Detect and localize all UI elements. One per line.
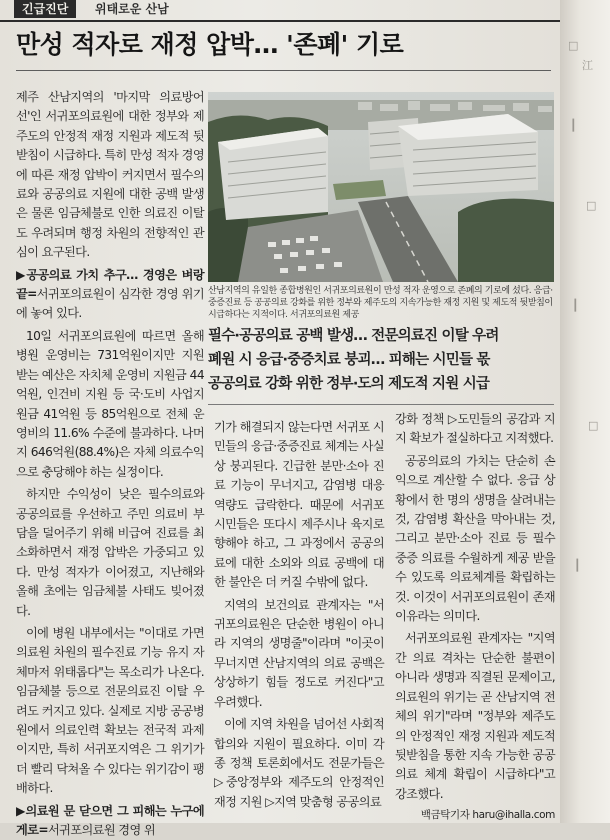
deck-line: 공공의료 강화 위한 정부·도의 제도적 지원 시급 [208, 376, 490, 392]
subheadline-deck [208, 324, 554, 396]
photo-caption-text: 산남지역의 유일한 종합병원인 서귀포의료원이 만성 적자 운영으로 존폐의 기로에 섰다. 응급·중증진료 등 공공의료 강화를 위한 정부와 제주도의 지속가능한 재정 지원 및 제도적 뒷받침이 시급하다는 지적이다. [208, 286, 553, 320]
section-title: 위태로운 산남 [95, 2, 169, 16]
subhead-1: ▶공공의료 가치 추구… 경영은 벼랑 끝= [16, 267, 204, 302]
subhead-2: ▶의료원 문 닫으면 그 피해는 누구에게로= [16, 803, 204, 838]
body-paragraph: 서귀포의료원 관계자는 "지역 간 의료 격차는 단순한 불편이 아니라 생명과 직결된 문제이고, 의료원의 위기는 곧 산남지역 전체의 위기"라며 "정부와 제주도의 안정적인 재정 지원과 제도적 뒷받침을 통한 지속 가능한 공공의료 체계 확립이 시급하다"고 강조했다. [395, 631, 555, 801]
hospital-aerial-photo [208, 92, 554, 282]
deck-line: 폐원 시 응급·중증치료 붕괴… 피해는 시민들 몫 [208, 352, 490, 368]
kicker-label: 긴급진단 [14, 0, 76, 18]
deck-divider [208, 404, 554, 405]
photo-caption [208, 285, 554, 321]
subhead-2-text: 서귀포의료원 경영 위 [47, 823, 156, 838]
lead-paragraph: 제주 산남지역의 '마지막 의료방어선'인 서귀포의료원에 대한 정부와 제주도의 안정적 재정 지원과 제도적 뒷받침이 시급하다. 특히 만성 적자 경영에 따른 재정 압박이 커지면서 필수의료와 공공의료 지원에 대한 공백 발생은 물론 임금체불로 인한 의료진 이탈도 우려되며 행정 차원의 전향적인 관심이 요구된다. [16, 90, 204, 260]
photo-credit: 서귀포의료원 제공 [290, 310, 359, 320]
body-paragraph: 10일 서귀포의료원에 따르면 올해 병원 운영비는 731억원이지만 지원 받는 예산은 자치체 운영비 지원금 44억원, 인건비 지원 등 국·도비 사업지원금 41억원 등 85억원으로 전체 운영비의 11.6% 수준에 불과하다. 나머지 646억원(88.4%)은 자체 의료수익으로 충당해야 하는 실정이다. [16, 328, 204, 479]
headline-divider [16, 70, 551, 71]
subhead-1-text: 서귀포의료원이 심각한 경영 위기에 놓여 있다. [16, 287, 204, 321]
article-column-middle [214, 418, 384, 823]
article-column-left [16, 88, 204, 838]
subsection-2 [16, 802, 204, 840]
article-column-right [395, 410, 555, 823]
body-paragraph: 하지만 수익성이 낮은 필수의료와 공공의료를 우선하고 주민 의료비 부담을 덜어주기 위해 비급여 진료를 최소화하면서 재정 압박은 가중되고 있다. 만성 적자가 이어졌고, 지난해와 올해 초에는 임금체불 사태도 빚어졌다. [16, 487, 204, 618]
section-header-bar [0, 0, 560, 22]
body-paragraph: 기가 해결되지 않는다면 서귀포 시민들의 응급·중증진료 체계는 사실상 붕괴된다. 긴급한 분만·소아 진료 기능이 무너지고, 감염병 대응 역량도 급락한다. 때문에 서귀포 시민들은 또다시 제주시나 육지로 향해야 하고, 그 과정에서 공공의료에 대한 소외와 의료 공백에 대한 불안은 더 커질 수밖에 없다. [214, 420, 384, 590]
subsection-1 [16, 266, 204, 324]
adjacent-page-edge: □ 江 ┃ □ ┃ □ ┃ [560, 0, 610, 823]
body-paragraph: 공공의료의 가치는 단순히 손익으로 계산할 수 없다. 응급 상황에서 한 명의 생명을 살려내는 것, 감염병 확산을 막아내는 것, 그리고 분만·소아 진료 등 필수중증 의료를 수월하게 제공 받을 수 있도록 의료체계를 확립하는 것. 이것이 서귀포의료원이 존재 이유라는 의미다. [395, 453, 555, 624]
headline: 만성 적자로 재정 압박… '존폐' 기로 [16, 30, 404, 59]
body-paragraph: 이에 병원 내부에서는 "이대로 가면 의료원 차원의 필수진료 기능 유지 자체마저 위태롭다"는 목소리가 나온다. 임금체불 등으로 전문의료진 이탈 우려도 커지고 있다. 실제로 지방 공공병원에서 의료인력 확보는 전국적 과제이지만, 특히 서귀포지역은 그 위기가 더 빨리 닥쳐올 수 있다는 위기감이 팽배하다. [16, 625, 204, 796]
byline: 백금탁기자 haru@ihalla.com [420, 809, 555, 822]
body-paragraph: 강화 정책 ▷도민들의 공감과 지지 확보가 절실하다고 지적했다. [395, 412, 555, 446]
deck-line: 필수·공공의료 공백 발생… 전문의료진 이탈 우려 [208, 328, 499, 344]
body-paragraph: 이에 지역 차원을 넘어선 사회적 합의와 지원이 필요하다. 이미 각종 정책 토론회에서도 전문가들은 ▷중앙정부와 제주도의 안정적인 재정 지원 ▷지역 맞춤형 공공의료 [214, 717, 384, 809]
body-paragraph: 지역의 보건의료 관계자는 "서귀포의료원은 단순한 병원이 아니라 지역의 생명줄"이라며 "이곳이 무너지면 산남지역의 의료 공백은 상상하기 힘들 정도로 커진다"고 우려했다. [214, 597, 384, 709]
